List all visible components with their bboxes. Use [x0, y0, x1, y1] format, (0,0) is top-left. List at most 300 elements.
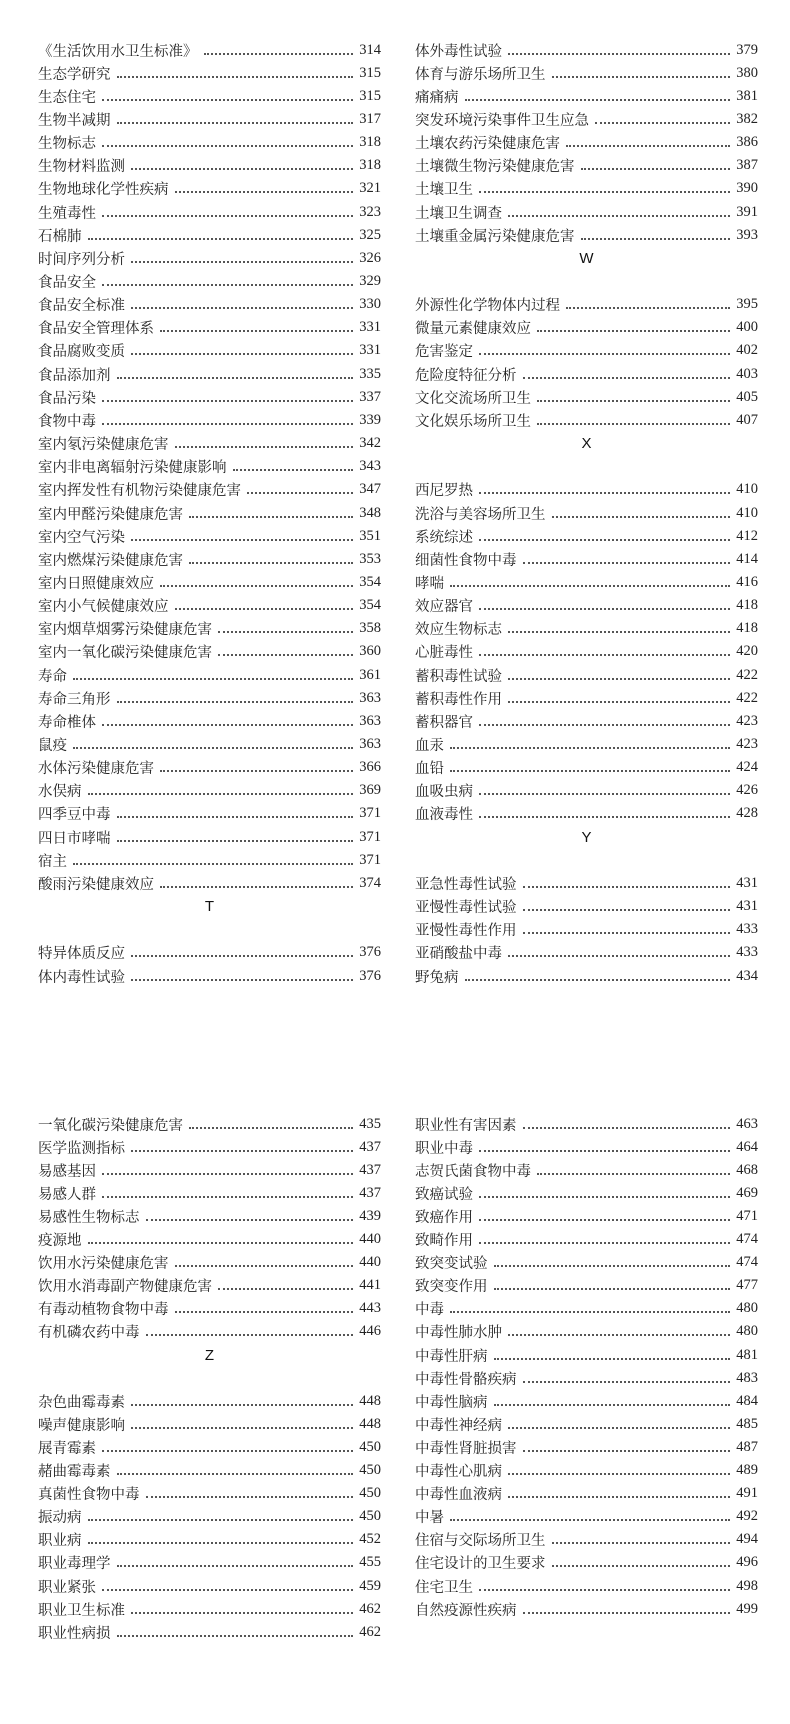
dot-leader [218, 1287, 353, 1290]
index-entry[interactable] [415, 408, 758, 433]
index-term: 住宅设计的卫生要求 [415, 1556, 546, 1573]
index-entry[interactable] [38, 1412, 381, 1437]
index-term: 亚慢性毒性试验 [415, 900, 517, 917]
index-entry[interactable] [415, 61, 758, 86]
dot-leader [131, 1426, 353, 1429]
page-number: 407 [736, 411, 758, 428]
index-term: 食品安全管理体系 [38, 321, 154, 338]
index-entry[interactable] [38, 1597, 381, 1622]
index-entry[interactable] [38, 269, 381, 294]
dot-leader [102, 98, 353, 101]
page-number: 330 [359, 296, 381, 313]
index-term: 中毒性肝病 [415, 1348, 488, 1365]
index-term: 生物半减期 [38, 112, 111, 129]
index-entry[interactable] [415, 871, 758, 896]
page-number: 423 [736, 712, 758, 729]
page-number: 439 [359, 1207, 381, 1224]
page-number: 450 [359, 1485, 381, 1502]
dot-leader [581, 167, 731, 170]
index-entry[interactable] [415, 153, 758, 178]
page-number: 414 [736, 550, 758, 567]
index-entry[interactable] [38, 107, 381, 132]
page-number: 480 [736, 1323, 758, 1340]
index-entry[interactable] [38, 524, 381, 549]
index-entry[interactable] [38, 61, 381, 86]
index-term: 室内氡污染健康危害 [38, 437, 169, 454]
dot-leader [595, 121, 730, 124]
index-entry[interactable] [38, 940, 381, 965]
index-entry[interactable] [38, 871, 381, 896]
dot-leader [102, 283, 353, 286]
index-entry[interactable] [415, 1204, 758, 1229]
index-entry[interactable] [415, 639, 758, 664]
dot-leader [131, 1149, 353, 1152]
index-term: 食品污染 [38, 390, 96, 407]
index-entry[interactable] [38, 454, 381, 479]
index-term: 致癌试验 [415, 1186, 473, 1203]
dot-leader [537, 422, 730, 425]
index-term: 志贺氏菌食物中毒 [415, 1163, 531, 1180]
index-entry[interactable] [38, 801, 381, 826]
page-number: 418 [736, 620, 758, 637]
index-term: 文化娱乐场所卫生 [415, 413, 531, 430]
index-entry[interactable] [415, 501, 758, 526]
index-entry[interactable] [415, 593, 758, 618]
dot-leader [508, 677, 730, 680]
page-number: 498 [736, 1577, 758, 1594]
index-entry[interactable] [38, 755, 381, 780]
dot-leader [102, 1172, 353, 1175]
dot-leader [450, 584, 730, 587]
dot-leader [117, 121, 354, 124]
dot-leader [508, 700, 730, 703]
dot-leader [131, 352, 353, 355]
index-entry[interactable] [38, 246, 381, 271]
dot-leader [131, 1403, 353, 1406]
dot-leader [479, 491, 730, 494]
index-entry[interactable] [415, 1597, 758, 1622]
index-entry[interactable] [415, 130, 758, 155]
index-entry[interactable] [38, 200, 381, 225]
index-term: 微量元素健康效应 [415, 321, 531, 338]
page-number: 337 [359, 388, 381, 405]
index-entry[interactable] [415, 547, 758, 572]
index-entry[interactable] [415, 477, 758, 502]
dot-leader [479, 815, 730, 818]
index-term: 食品安全标准 [38, 298, 125, 315]
page-number: 459 [359, 1577, 381, 1594]
page-number: 448 [359, 1392, 381, 1409]
index-entry[interactable] [415, 1296, 758, 1321]
page-number: 437 [359, 1138, 381, 1155]
index-term: 生态住宅 [38, 89, 96, 106]
index-term: 中毒性肺水肿 [415, 1325, 502, 1342]
dot-leader [117, 700, 354, 703]
index-entry[interactable] [38, 1620, 381, 1645]
index-term: 有毒动植物食物中毒 [38, 1302, 169, 1319]
page-number: 342 [359, 435, 381, 452]
page-number: 416 [736, 573, 758, 590]
page-number: 351 [359, 527, 381, 544]
index-entry[interactable] [415, 1273, 758, 1298]
index-entry[interactable] [415, 223, 758, 248]
index-entry[interactable] [415, 1435, 758, 1460]
page-number: 361 [359, 666, 381, 683]
page-number: 487 [736, 1438, 758, 1455]
index-term: 赭曲霉毒素 [38, 1464, 111, 1480]
index-entry[interactable] [415, 940, 758, 965]
page-number: 318 [359, 157, 381, 174]
index-term: 寿命椎体 [38, 714, 96, 731]
index-entry[interactable] [415, 1319, 758, 1344]
index-entry[interactable] [38, 223, 381, 248]
index-entry[interactable] [415, 362, 758, 387]
index-term: 室内烟草烟雾污染健康危害 [38, 622, 212, 639]
page-number: 474 [736, 1254, 758, 1271]
page-number: 376 [359, 944, 381, 961]
index-entry[interactable] [38, 1273, 381, 1298]
index-entry[interactable] [415, 1504, 758, 1529]
dot-leader [146, 1218, 354, 1221]
page-number: 339 [359, 411, 381, 428]
dot-leader [160, 329, 353, 332]
index-entry[interactable] [415, 732, 758, 757]
page-number: 390 [736, 180, 758, 197]
page-number: 431 [736, 898, 758, 915]
dot-leader [450, 1518, 730, 1521]
index-entry[interactable] [415, 1527, 758, 1552]
index-entry[interactable] [415, 292, 758, 317]
index-term: 体外毒性试验 [415, 43, 502, 60]
index-entry[interactable] [415, 1481, 758, 1506]
index-term: 有机磷农药中毒 [38, 1325, 140, 1342]
index-entry[interactable] [415, 1181, 758, 1206]
index-entry[interactable] [415, 1574, 758, 1599]
dot-leader [552, 1541, 731, 1544]
index-entry[interactable] [415, 38, 758, 63]
page-number: 469 [736, 1184, 758, 1201]
index-entry[interactable] [38, 84, 381, 109]
index-entry[interactable] [415, 107, 758, 132]
index-entry[interactable] [38, 1112, 381, 1137]
index-entry[interactable] [415, 778, 758, 803]
page-number: 374 [359, 874, 381, 891]
page-number: 315 [359, 87, 381, 104]
index-entry[interactable] [415, 1250, 758, 1275]
index-entry[interactable] [415, 1458, 758, 1483]
page-number: 402 [736, 342, 758, 359]
page-number: 354 [359, 573, 381, 590]
dot-leader [131, 538, 353, 541]
page-number: 450 [359, 1508, 381, 1525]
page-number: 418 [736, 597, 758, 614]
index-entry[interactable] [38, 153, 381, 178]
index-term: 饮用水消毒副产物健康危害 [38, 1279, 212, 1296]
page-number: 437 [359, 1161, 381, 1178]
page-number: 424 [736, 759, 758, 776]
index-term: 致癌作用 [415, 1209, 473, 1226]
dot-leader [479, 1218, 730, 1221]
index-entry[interactable] [38, 1250, 381, 1275]
index-term: 洗浴与美容场所卫生 [415, 506, 546, 523]
index-entry[interactable] [415, 894, 758, 919]
index-entry[interactable] [38, 477, 381, 502]
index-entry[interactable] [415, 917, 758, 942]
dot-leader [479, 1241, 730, 1244]
dot-leader [233, 468, 354, 471]
index-entry[interactable] [38, 292, 381, 317]
index-entry[interactable] [415, 385, 758, 410]
index-entry[interactable] [38, 547, 381, 572]
index-entry[interactable] [415, 1343, 758, 1368]
index-entry[interactable] [415, 1112, 758, 1137]
index-entry[interactable] [38, 825, 381, 850]
index-term: 血吸虫病 [415, 784, 473, 801]
page-number: 314 [359, 41, 381, 58]
index-entry[interactable] [38, 1296, 381, 1321]
dot-leader [131, 1611, 353, 1614]
dot-leader [566, 144, 730, 147]
page-number: 371 [359, 851, 381, 868]
page-number: 433 [736, 944, 758, 961]
page-number: 422 [736, 666, 758, 683]
dot-leader [131, 260, 353, 263]
index-term: 蓄积器官 [415, 714, 473, 731]
dot-leader [88, 1518, 354, 1521]
index-entry[interactable] [38, 1389, 381, 1414]
index-entry[interactable] [415, 84, 758, 109]
index-term: 中毒性脑病 [415, 1394, 488, 1411]
page-number: 477 [736, 1277, 758, 1294]
index-term: 噪声健康影响 [38, 1417, 125, 1434]
dot-leader [523, 1126, 731, 1129]
index-entry[interactable] [38, 1458, 381, 1483]
page-number: 443 [359, 1300, 381, 1317]
index-entry[interactable] [415, 964, 758, 989]
index-term: 食品添加剂 [38, 367, 111, 384]
page-number: 366 [359, 759, 381, 776]
page-number: 446 [359, 1323, 381, 1340]
index-term: 土壤微生物污染健康危害 [415, 159, 575, 176]
index-term: 室内空气污染 [38, 529, 125, 546]
page-number: 423 [736, 736, 758, 752]
index-term: 职业卫生标准 [38, 1602, 125, 1619]
dot-leader [523, 885, 731, 888]
index-entry[interactable] [38, 176, 381, 201]
index-entry[interactable] [38, 848, 381, 873]
index-term: 中毒性血液病 [415, 1487, 502, 1504]
page-number: 484 [736, 1392, 758, 1409]
dot-leader [523, 931, 731, 934]
index-entry[interactable] [38, 1181, 381, 1206]
index-entry[interactable] [415, 524, 758, 549]
dot-leader [88, 792, 354, 795]
index-entry[interactable] [38, 1227, 381, 1252]
page-number: 387 [736, 157, 758, 174]
page-number: 363 [359, 736, 381, 752]
index-entry[interactable] [415, 616, 758, 641]
index-term: 职业性有害因素 [415, 1117, 517, 1134]
page-number: 494 [736, 1531, 758, 1548]
index-term: 效应器官 [415, 599, 473, 616]
index-entry[interactable] [38, 408, 381, 433]
index-entry[interactable] [38, 362, 381, 387]
dot-leader [102, 1195, 353, 1198]
index-term: 生物标志 [38, 136, 96, 153]
index-term: 中毒性骨骼疾病 [415, 1371, 517, 1388]
index-term: 血铅 [415, 761, 444, 778]
index-term: 中毒性肾脏损害 [415, 1440, 517, 1457]
index-entry[interactable] [38, 338, 381, 363]
index-entry[interactable] [415, 686, 758, 711]
index-term: 《生活饮用水卫生标准》 [38, 43, 198, 60]
index-entry[interactable] [415, 1412, 758, 1437]
index-entry[interactable] [38, 130, 381, 155]
index-term: 亚急性毒性试验 [415, 876, 517, 893]
index-entry[interactable] [415, 1389, 758, 1414]
dot-leader [552, 75, 731, 78]
index-entry[interactable] [38, 385, 381, 410]
index-term: 室内燃煤污染健康危害 [38, 552, 183, 569]
page-number: 317 [359, 110, 381, 127]
index-term: 职业紧张 [38, 1579, 96, 1596]
index-entry[interactable] [415, 1550, 758, 1575]
index-entry[interactable] [38, 1527, 381, 1552]
dot-leader [131, 954, 353, 957]
dot-leader [88, 1241, 354, 1244]
index-term: 职业中毒 [415, 1140, 473, 1157]
page-number: 420 [736, 643, 758, 660]
index-entry[interactable] [38, 1435, 381, 1460]
dot-leader [204, 52, 354, 55]
index-term: 外源性化学物体内过程 [415, 298, 560, 315]
index-term: 住宅卫生 [415, 1579, 473, 1596]
index-entry[interactable] [415, 1158, 758, 1183]
index-entry[interactable] [38, 1319, 381, 1344]
index-term: 寿命 [38, 668, 67, 685]
page-number: 348 [359, 504, 381, 521]
index-term: 中毒性心肌病 [415, 1464, 502, 1480]
dot-leader [523, 1449, 731, 1452]
index-entry[interactable] [38, 431, 381, 456]
page-number: 481 [736, 1346, 758, 1363]
index-entry[interactable] [415, 176, 758, 201]
dot-leader [523, 1611, 731, 1614]
index-entry[interactable] [38, 593, 381, 618]
index-entry[interactable] [415, 709, 758, 734]
page-number: 435 [359, 1115, 381, 1132]
index-entry[interactable] [38, 964, 381, 989]
index-term: 生态学研究 [38, 66, 111, 83]
dot-leader [523, 1380, 731, 1383]
page-number: 403 [736, 365, 758, 382]
page-number: 440 [359, 1231, 381, 1247]
index-entry[interactable] [38, 570, 381, 595]
dot-leader [102, 723, 353, 726]
index-entry[interactable] [38, 1158, 381, 1183]
index-entry[interactable] [415, 338, 758, 363]
dot-leader [450, 746, 730, 749]
page-number: 448 [359, 1415, 381, 1432]
index-entry[interactable] [38, 1135, 381, 1160]
index-term: 亚硝酸盐中毒 [415, 946, 502, 963]
index-entry[interactable] [415, 1366, 758, 1391]
index-term: 疫源地 [38, 1233, 82, 1249]
index-entry[interactable] [38, 315, 381, 340]
index-entry[interactable] [38, 1574, 381, 1599]
dot-leader [102, 214, 353, 217]
index-entry[interactable] [38, 778, 381, 803]
index-entry[interactable] [38, 616, 381, 641]
index-entry[interactable] [38, 663, 381, 688]
page-number: 329 [359, 273, 381, 289]
index-entry[interactable] [415, 1227, 758, 1252]
index-entry[interactable] [38, 1481, 381, 1506]
index-term: 心脏毒性 [415, 645, 473, 662]
index-term: 中毒 [415, 1302, 444, 1319]
dot-leader [175, 607, 354, 610]
page-number: 428 [736, 805, 758, 822]
section-letter: T [204, 898, 215, 916]
page-number: 489 [736, 1462, 758, 1478]
index-term: 野兔病 [415, 969, 459, 986]
index-entry[interactable] [415, 315, 758, 340]
dot-leader [479, 653, 730, 656]
index-term: 易感人群 [38, 1186, 96, 1203]
index-entry[interactable] [38, 501, 381, 526]
page-number: 376 [359, 967, 381, 984]
index-term: 哮喘 [415, 575, 444, 592]
page-number: 422 [736, 689, 758, 706]
dot-leader [117, 1472, 354, 1475]
index-entry[interactable] [415, 1135, 758, 1160]
dot-leader [508, 1472, 730, 1475]
index-entry[interactable] [415, 570, 758, 595]
index-entry[interactable] [415, 200, 758, 225]
page-number: 335 [359, 365, 381, 382]
index-term: 土壤卫生 [415, 182, 473, 199]
index-entry[interactable] [38, 709, 381, 734]
index-entry[interactable] [38, 639, 381, 664]
index-term: 鼠疫 [38, 738, 67, 754]
index-entry[interactable] [415, 755, 758, 780]
index-entry[interactable] [38, 686, 381, 711]
page-number: 379 [736, 41, 758, 58]
index-term: 饮用水污染健康危害 [38, 1256, 169, 1273]
index-entry[interactable] [415, 801, 758, 826]
dot-leader [552, 515, 731, 518]
index-entry[interactable] [38, 1550, 381, 1575]
dot-leader [175, 1264, 354, 1267]
index-term: 一氧化碳污染健康危害 [38, 1117, 183, 1134]
page-number: 492 [736, 1508, 758, 1525]
dot-leader [175, 190, 354, 193]
dot-leader [537, 399, 730, 402]
index-entry[interactable] [415, 663, 758, 688]
dot-leader [508, 1426, 730, 1429]
page-number: 347 [359, 481, 381, 498]
section-letter: Z [204, 1346, 215, 1364]
index-term: 真菌性食物中毒 [38, 1487, 140, 1504]
index-entry[interactable] [38, 732, 381, 757]
index-entry[interactable] [38, 1204, 381, 1229]
index-term: 时间序列分析 [38, 251, 125, 268]
index-term: 痛痛病 [415, 89, 459, 106]
index-entry[interactable] [38, 1504, 381, 1529]
dot-leader [175, 445, 354, 448]
index-entry[interactable] [38, 38, 381, 63]
dot-leader [450, 769, 730, 772]
